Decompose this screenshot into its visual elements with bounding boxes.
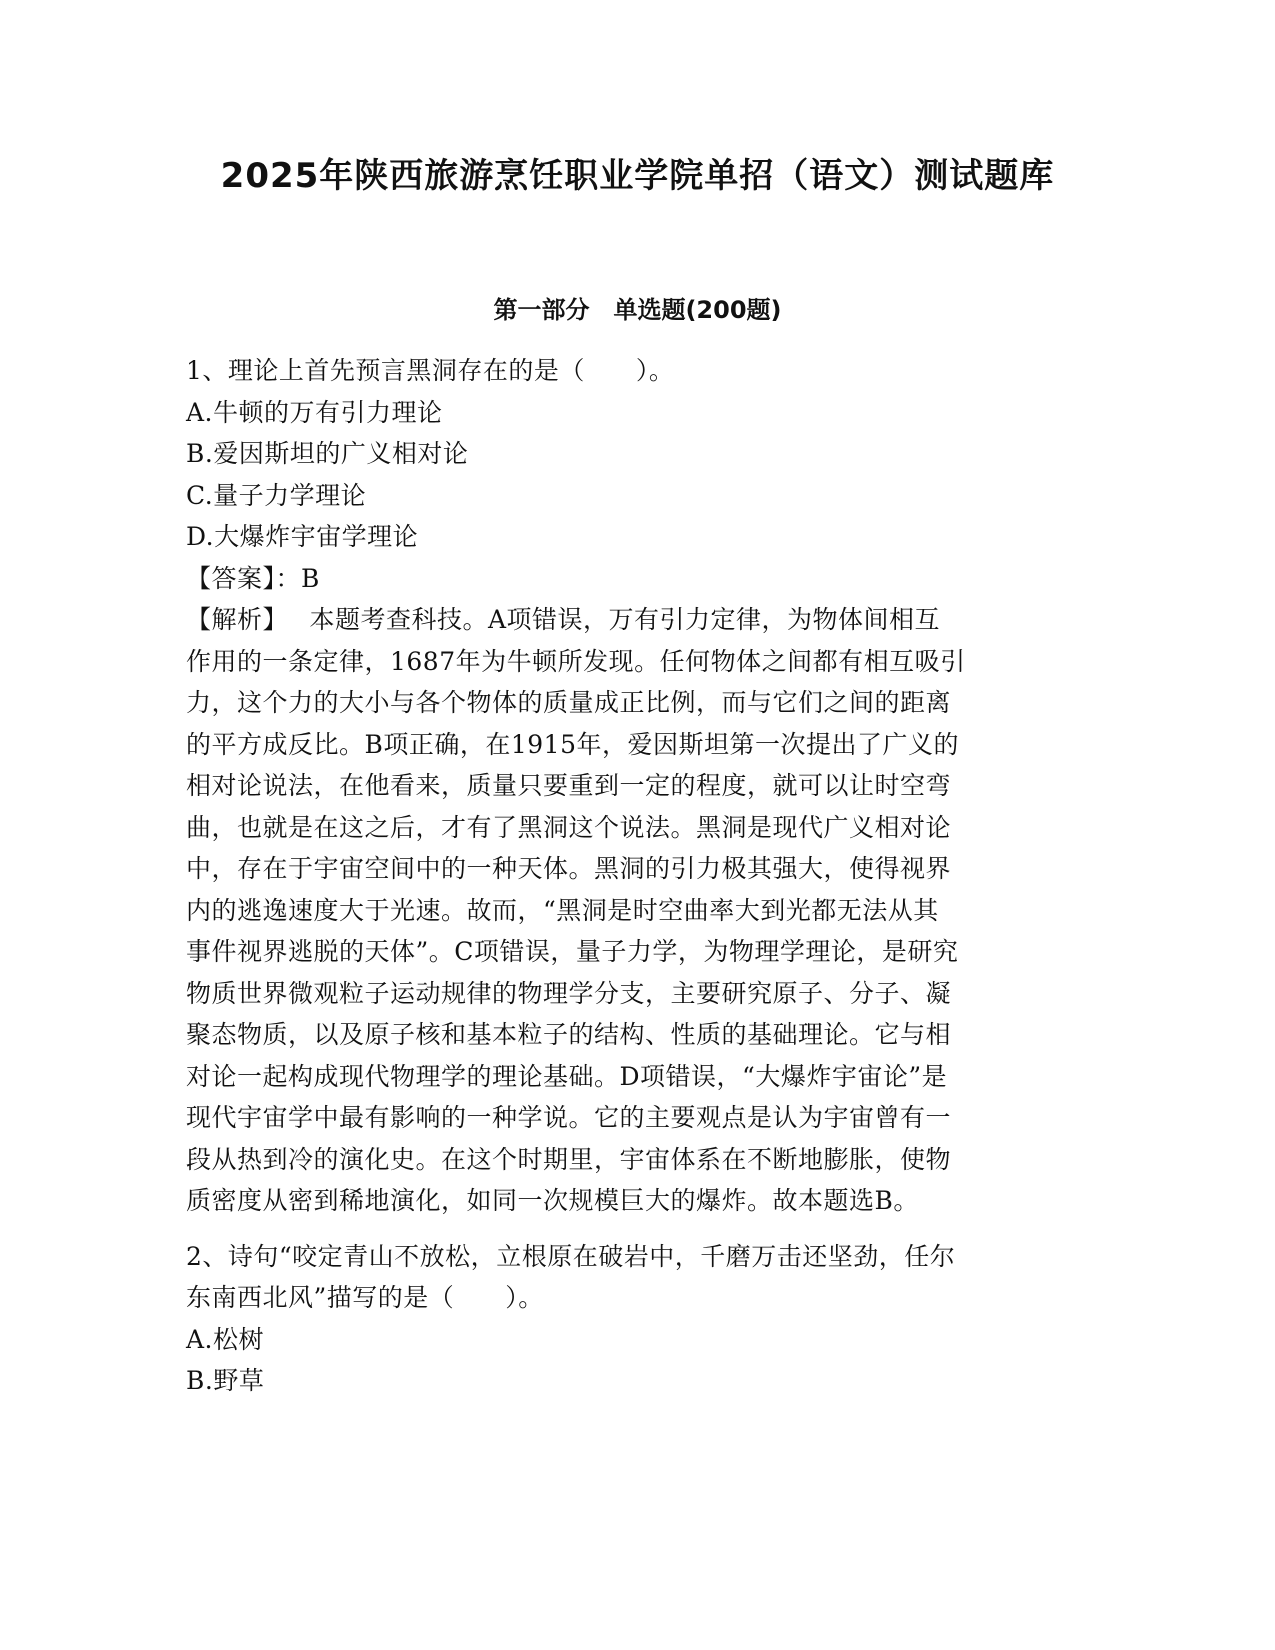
option-b: B.野草	[186, 1366, 265, 1395]
analysis-line: 中，存在于宇宙空间中的一种天体。黑洞的引力极其强大，使得视界	[186, 854, 952, 883]
analysis-line: 相对论说法，在他看来，质量只要重到一定的程度，就可以让时空弯	[186, 771, 952, 800]
analysis-paragraph	[186, 599, 1076, 1222]
option-b: B.爱因斯坦的广义相对论	[186, 439, 469, 468]
question-stem: 2、诗句“咬定青山不放松，立根原在破岩中，千磨万击还坚劲，任尔	[186, 1241, 956, 1271]
analysis-line: 物质世界微观粒子运动规律的物理学分支，主要研究原子、分子、凝	[186, 978, 952, 1008]
analysis-line: 段从热到冷的演化史。在这个时期里，宇宙体系在不断地膨胀，使物	[186, 1144, 952, 1174]
analysis-line: 质密度从密到稀地演化，如同一次规模巨大的爆炸。故本题选B。	[186, 1186, 919, 1215]
analysis-line: 聚态物质，以及原子核和基本粒子的结构、性质的基础理论。它与相	[186, 1020, 952, 1049]
question-stem: 东南西北风”描写的是（ ）。	[186, 1283, 544, 1312]
analysis-line: 力，这个力的大小与各个物体的质量成正比例，而与它们之间的距离	[186, 688, 952, 717]
option-a: A.松树	[186, 1324, 265, 1354]
option-d: D.大爆炸宇宙学理论	[186, 522, 419, 551]
question-2	[186, 1236, 1076, 1402]
question-list	[186, 350, 1076, 1402]
question-1	[186, 350, 1076, 1222]
question-stem: 1、理论上首先预言黑洞存在的是（ ）。	[186, 356, 675, 385]
analysis-line: 对论一起构成现代物理学的理论基础。D项错误，“大爆炸宇宙论”是	[186, 1061, 948, 1091]
analysis-line: 作用的一条定律，1687年为牛顿所发现。任何物体之间都有相互吸引	[186, 646, 966, 676]
analysis-line: 内的逃逸速度大于光速。故而，“黑洞是时空曲率大到光都无法从其	[186, 895, 939, 925]
analysis-line: 现代宇宙学中最有影响的一种学说。它的主要观点是认为宇宙曾有一	[186, 1103, 952, 1132]
question-spacer	[186, 1222, 1076, 1236]
answer-line: 【答案】：B	[186, 563, 320, 593]
option-a: A.牛顿的万有引力理论	[186, 397, 443, 427]
section-title: 第一部分 单选题(200题)	[493, 296, 782, 324]
analysis-line: 曲，也就是在这之后，才有了黑洞这个说法。黑洞是现代广义相对论	[186, 812, 952, 842]
analysis-line: 【解析】 本题考查科技。A项错误，万有引力定律，为物体间相互	[186, 605, 941, 634]
analysis-line: 事件视界逃脱的天体”。C项错误，量子力学，为物理学理论，是研究	[186, 937, 959, 966]
analysis-line: 的平方成反比。B项正确，在1915年，爱因斯坦第一次提出了广义的	[186, 729, 959, 759]
option-c: C.量子力学理论	[186, 480, 367, 510]
document-title: 2025年陕西旅游烹饪职业学院单招（语文）测试题库	[220, 156, 1055, 196]
